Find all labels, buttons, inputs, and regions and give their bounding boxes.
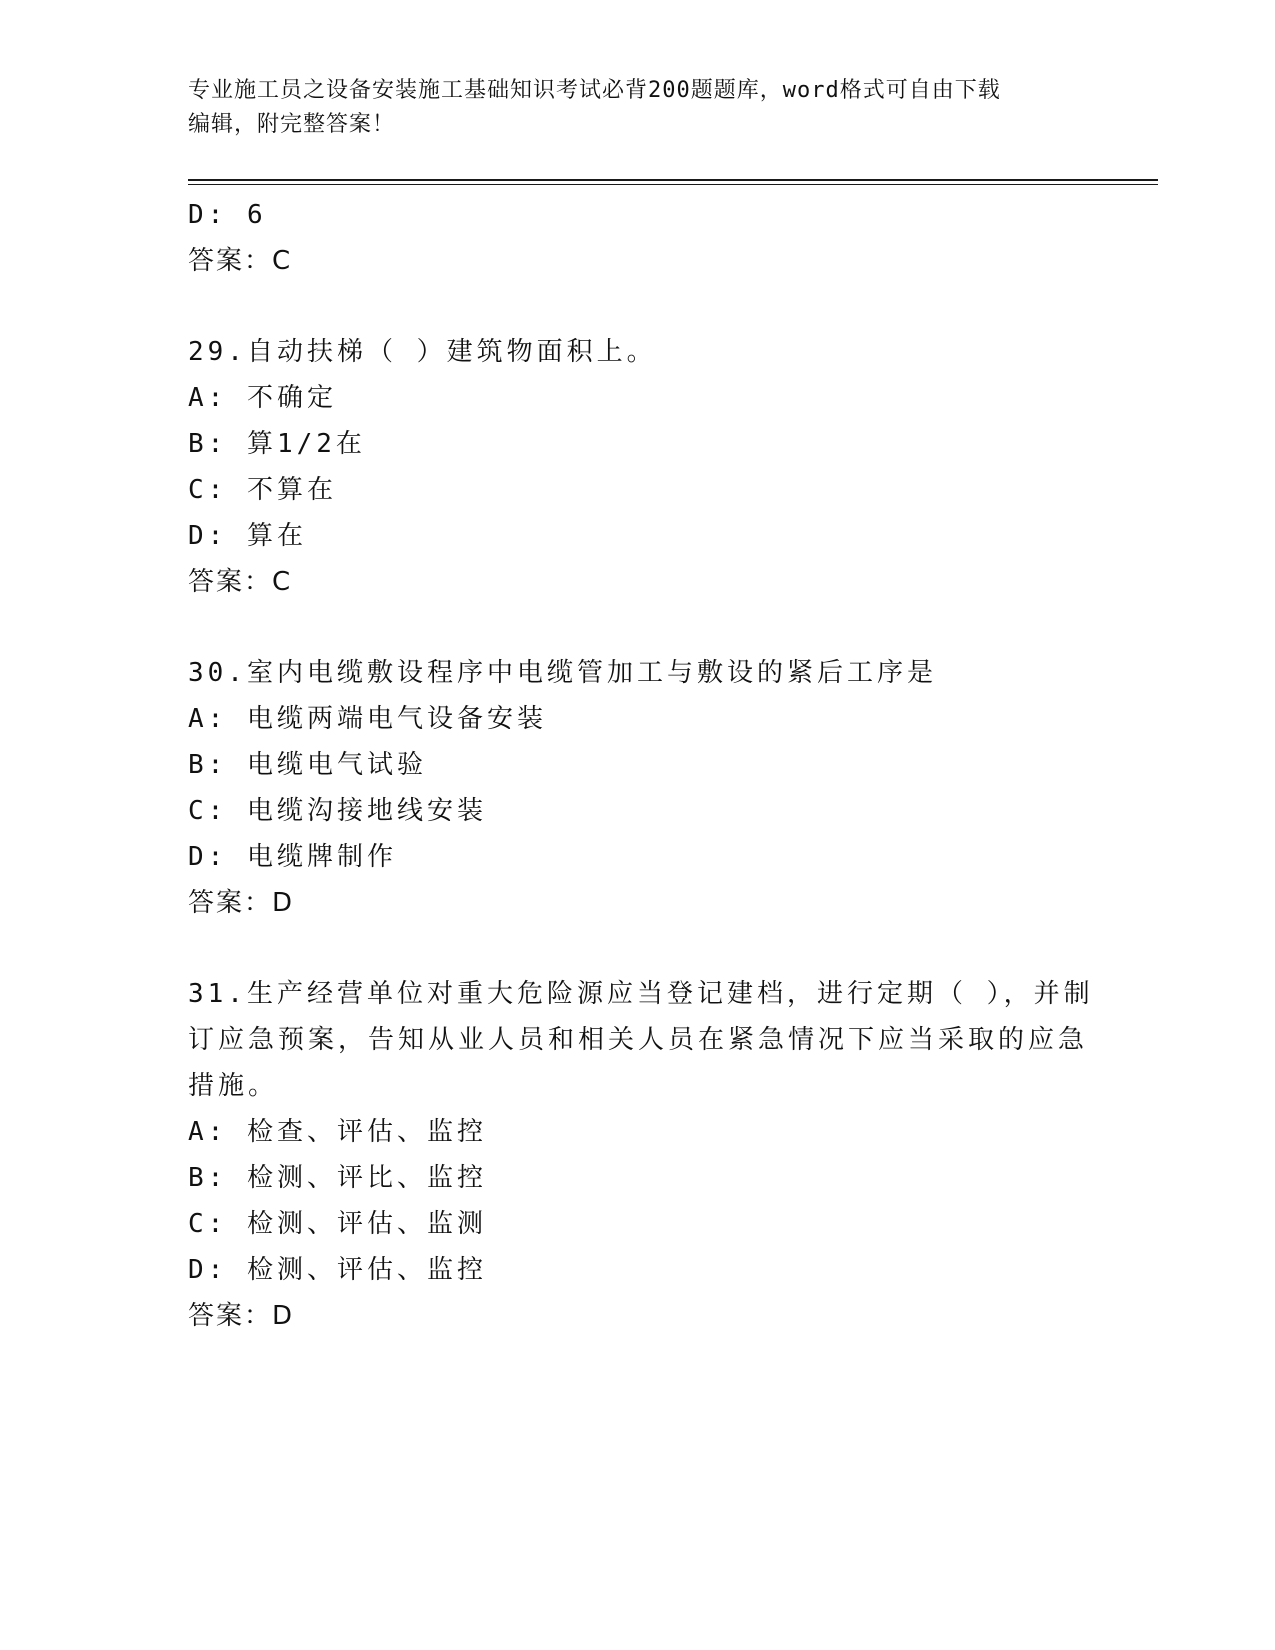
option-a: A: 电缆两端电气设备安装: [188, 704, 547, 734]
answer-line: 答案：C: [188, 567, 293, 597]
question-31: [188, 971, 1094, 1339]
header-line-1: 专业施工员之设备安装施工基础知识考试必背200题题库，word格式可自由下载: [188, 78, 1001, 103]
header-divider-thin: [188, 184, 1158, 185]
header-line-2: 编辑，附完整答案！: [188, 112, 396, 137]
question-list: [188, 192, 1094, 1339]
option-b: B: 算1/2在: [188, 429, 366, 459]
question-28-tail: [188, 192, 1088, 284]
question-30: [188, 650, 1088, 926]
option-c: C: 检测、评估、监测: [188, 1209, 487, 1239]
option-b: B: 电缆电气试验: [188, 750, 427, 780]
question-text: 30.室内电缆敷设程序中电缆管加工与敷设的紧后工序是: [188, 658, 937, 688]
option-d: D: 6: [188, 200, 267, 230]
option-c: C: 电缆沟接地线安装: [188, 796, 487, 826]
option-a: A: 检查、评估、监控: [188, 1117, 487, 1147]
option-d: D: 电缆牌制作: [188, 842, 397, 872]
option-d: D: 算在: [188, 521, 307, 551]
answer-line: 答案：D: [188, 1301, 295, 1331]
option-b: B: 检测、评比、监控: [188, 1163, 487, 1193]
answer-line: 答案：C: [188, 246, 293, 276]
question-29: [188, 329, 1088, 605]
option-c: C: 不算在: [188, 475, 337, 505]
option-a: A: 不确定: [188, 383, 337, 413]
document-header: [188, 74, 1088, 142]
question-text-line-1: 31.生产经营单位对重大危险源应当登记建档，进行定期（ ），并制: [188, 979, 1094, 1009]
header-divider-thick: [188, 179, 1158, 181]
question-text: 29.自动扶梯（ ）建筑物面积上。: [188, 337, 657, 367]
question-text-line-2: 订应急预案，告知从业人员和相关人员在紧急情况下应当采取的应急: [188, 1025, 1089, 1055]
question-text-line-3: 措施。: [188, 1071, 279, 1101]
answer-line: 答案：D: [188, 888, 295, 918]
option-d: D: 检测、评估、监控: [188, 1255, 487, 1285]
